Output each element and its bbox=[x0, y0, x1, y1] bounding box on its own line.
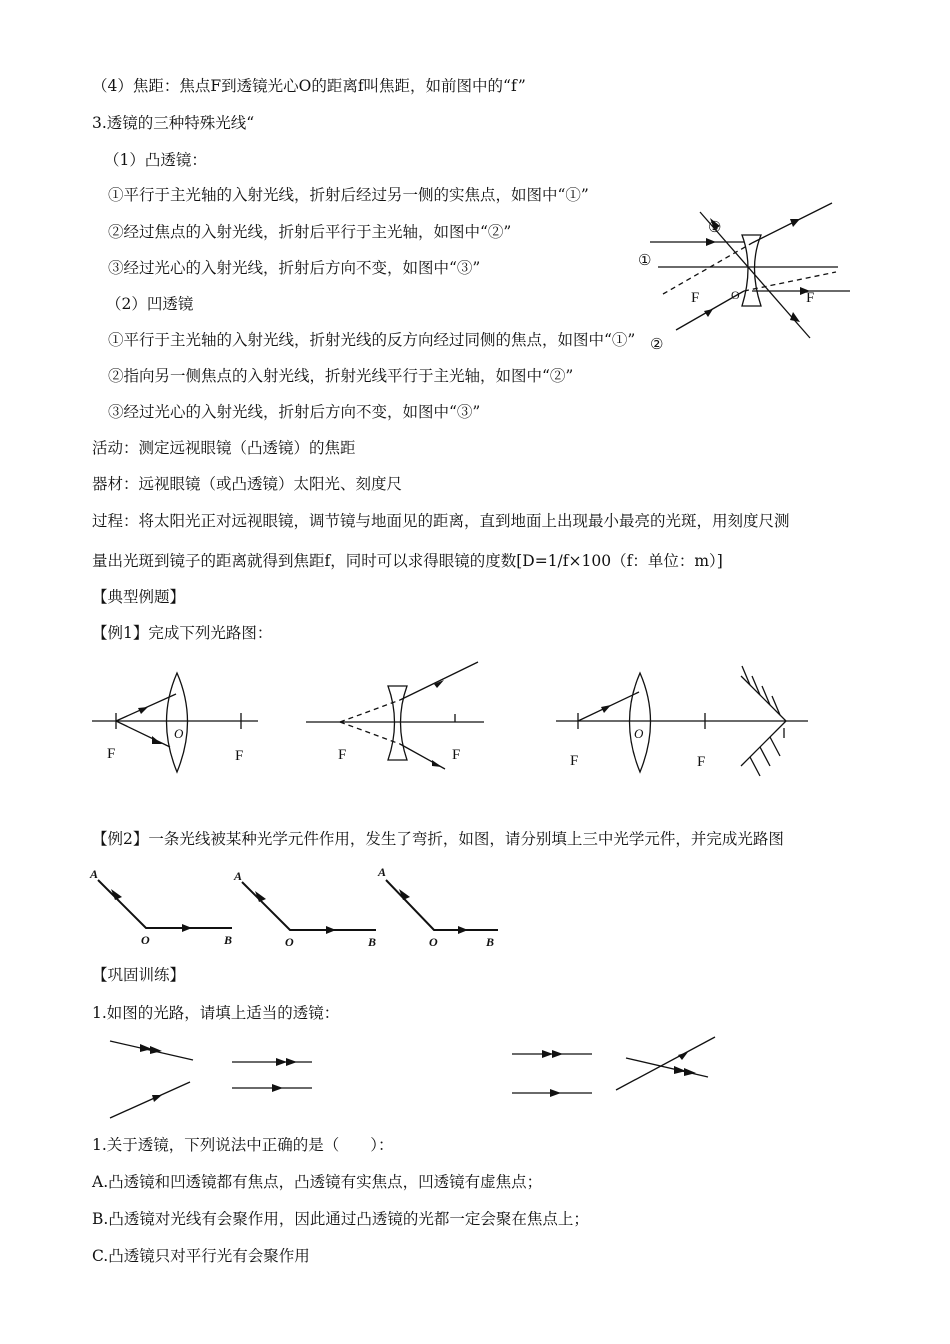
concave-lens-heading: （2）凹透镜 bbox=[106, 295, 194, 313]
label-point-a: A bbox=[234, 869, 243, 883]
typical-examples-heading: 【典型例题】 bbox=[92, 588, 186, 606]
label-focus-right: F bbox=[806, 290, 815, 306]
option-c: C.凸透镜只对平行光有会聚作用 bbox=[92, 1247, 310, 1265]
label-focus-left: F bbox=[338, 747, 347, 763]
label-focus-left: F bbox=[691, 290, 700, 306]
practice-heading: 【巩固训练】 bbox=[92, 966, 186, 984]
question-lens-statement: 1.关于透镜，下列说法中正确的是（ ）： bbox=[92, 1136, 394, 1154]
practice-question-1: 1.如图的光路，请填上适当的透镜： bbox=[92, 1004, 340, 1022]
option-b: B.凸透镜对光线有会聚作用，因此通过凸透镜的光都一定会聚在焦点上； bbox=[92, 1210, 589, 1228]
label-point-b: B bbox=[368, 935, 377, 949]
section-heading-three-rays: 3.透镜的三种特殊光线“ bbox=[92, 114, 255, 132]
convex-lens-heading: （1）凸透镜： bbox=[104, 151, 207, 169]
label-ray-2: ② bbox=[650, 337, 664, 353]
label-point-a: A bbox=[378, 865, 387, 879]
equipment-line: 器材：远视眼镜（或凸透镜）太阳光、刻度尺 bbox=[92, 475, 403, 493]
option-a: A.凸透镜和凹透镜都有焦点，凸透镜有实焦点，凹透镜有虚焦点； bbox=[92, 1173, 543, 1191]
label-optical-center: O bbox=[731, 288, 740, 302]
procedure-line-2: 量出光斑到镜子的距离就得到焦距f，同时可以求得眼镜的度数[D=1/f×100（f：单位：m）] bbox=[92, 552, 723, 570]
convex-rule-1: ①平行于主光轴的入射光线，折射后经过另一侧的实焦点，如图中“①” bbox=[108, 186, 589, 204]
label-ray-3: ③ bbox=[708, 220, 722, 236]
label-focus-left: F bbox=[107, 746, 116, 762]
label-point-o: O bbox=[141, 933, 150, 947]
label-ray-1: ① bbox=[638, 253, 652, 269]
label-point-o: O bbox=[285, 935, 294, 949]
procedure-line-1: 过程：将太阳光正对远视眼镜，调节镜与地面见的距离，直到地面上出现最小最亮的光斑，用刻度尺测 bbox=[92, 512, 790, 530]
label-focus-right: F bbox=[235, 748, 244, 764]
label-point-o: O bbox=[429, 935, 438, 949]
example-2-prompt: 【例2】一条光线被某种光学元件作用，发生了弯折，如图，请分别填上三中光学元件，并完成光路图 bbox=[92, 830, 784, 848]
focal-length-definition: （4）焦距：焦点F到透镜光心O的距离f叫焦距，如前图中的“f” bbox=[92, 77, 526, 95]
label-focus-right: F bbox=[452, 747, 461, 763]
label-optical-center: O bbox=[174, 726, 184, 741]
concave-rule-2: ②指向另一侧焦点的入射光线，折射光线平行于主光轴，如图中“②” bbox=[108, 367, 574, 385]
label-point-b: B bbox=[224, 933, 233, 947]
ray-path-2 bbox=[512, 1037, 715, 1097]
label-point-a: A bbox=[90, 867, 99, 881]
label-optical-center: O bbox=[634, 726, 644, 741]
convex-rule-3: ③经过光心的入射光线，折射后方向不变，如图中“③” bbox=[108, 259, 481, 277]
ray-path-1 bbox=[110, 1041, 312, 1118]
label-focus-right: F bbox=[697, 754, 706, 770]
example-1-prompt: 【例1】完成下列光路图： bbox=[92, 624, 273, 642]
activity-title: 活动：测定远视眼镜（凸透镜）的焦距 bbox=[92, 439, 356, 457]
concave-rule-3: ③经过光心的入射光线，折射后方向不变，如图中“③” bbox=[108, 403, 481, 421]
convex-rule-2: ②经过焦点的入射光线，折射后平行于主光轴，如图中“②” bbox=[108, 223, 512, 241]
concave-rule-1: ①平行于主光轴的入射光线，折射光线的反方向经过同侧的焦点，如图中“①” bbox=[108, 331, 636, 349]
label-focus-left: F bbox=[570, 753, 579, 769]
label-point-b: B bbox=[486, 935, 495, 949]
